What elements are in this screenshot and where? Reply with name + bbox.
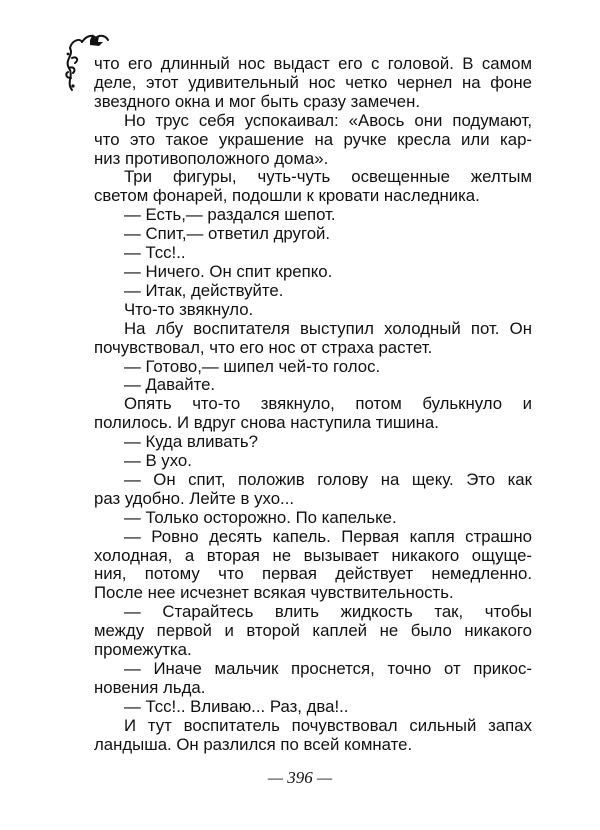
text-line: новения льда. [94,677,206,697]
text-line: — Он спит, положив голову на щеку. Это как [124,469,532,489]
text-line: светом фонарей, подошли к кровати наследника. [94,186,480,206]
text-line: что его длинный нос выдаст его с головой. В самом [94,54,532,73]
text-line: Что-то звякнуло. [124,299,254,319]
text-line: промежутка. [94,640,192,660]
text-line: — Иначе мальчик проснется, точно от прикос- [124,659,532,678]
text-line: раз удобно. Лейте в ухо... [94,488,295,508]
text-line: — Итак, действуйте. [124,280,284,300]
text-line: — В ухо. [124,451,192,471]
text-line: звездного окна и мог быть сразу замечен. [94,91,421,111]
text-line: — Ничего. Он спит крепко. [124,261,333,281]
text-line: ландыша. Он разлился по всей комнате. [94,734,413,754]
text-line: — Только осторожно. По капельке. [124,507,397,527]
text-line: что это такое украшение на ручке кресла или кар- [94,129,532,149]
text-line: полилось. И вдруг снова наступила тишина. [94,413,439,433]
text-line: — Куда вливать? [124,432,258,452]
text-line: На лбу воспитателя выступил холодный пот. Он [124,318,532,338]
text-line: холодная, а вторая не вызывает никакого ощуще- [94,545,532,565]
text-line: — Тсс!.. [124,243,186,263]
text-line: — Тсс!.. Вливаю... Раз, два!.. [124,696,349,716]
text-line: И тут воспитатель почувствовал сильный запах [124,715,532,735]
page-number: — 396 — [267,768,333,787]
text-line: После нее исчезнет всякая чувствительность. [94,583,454,603]
page-text [94,55,532,755]
text-line: — Ровно десять капель. Первая капля страшно [124,526,532,546]
text-line: — Спит,— ответил другой. [124,224,331,244]
text-line: между первой и второй каплей не было никакого [94,621,532,641]
text-line: Три фигуры, чуть-чуть освещенные желтым [124,167,532,187]
text-line: — Давайте. [124,375,216,395]
text-line: Опять что-то звякнуло, потом булькнуло и [124,394,532,414]
text-line: — Готово,— шипел чей-то голос. [124,356,381,376]
text-line: — Есть,— раздался шепот. [124,205,336,225]
text-line: деле, этот удивительный нос четко чернел на фоне [94,72,532,92]
text-line: — Старайтесь влить жидкость так, чтобы [124,602,532,622]
text-line: низ противоположного дома». [94,148,329,168]
text-line: почувствовал, что его нос от страха растет. [94,337,433,357]
text-line: Но трус себя успокаивал: «Авось они подумают, [124,110,532,130]
text-line: ния, потому что первая действует немедленно. [94,564,532,584]
